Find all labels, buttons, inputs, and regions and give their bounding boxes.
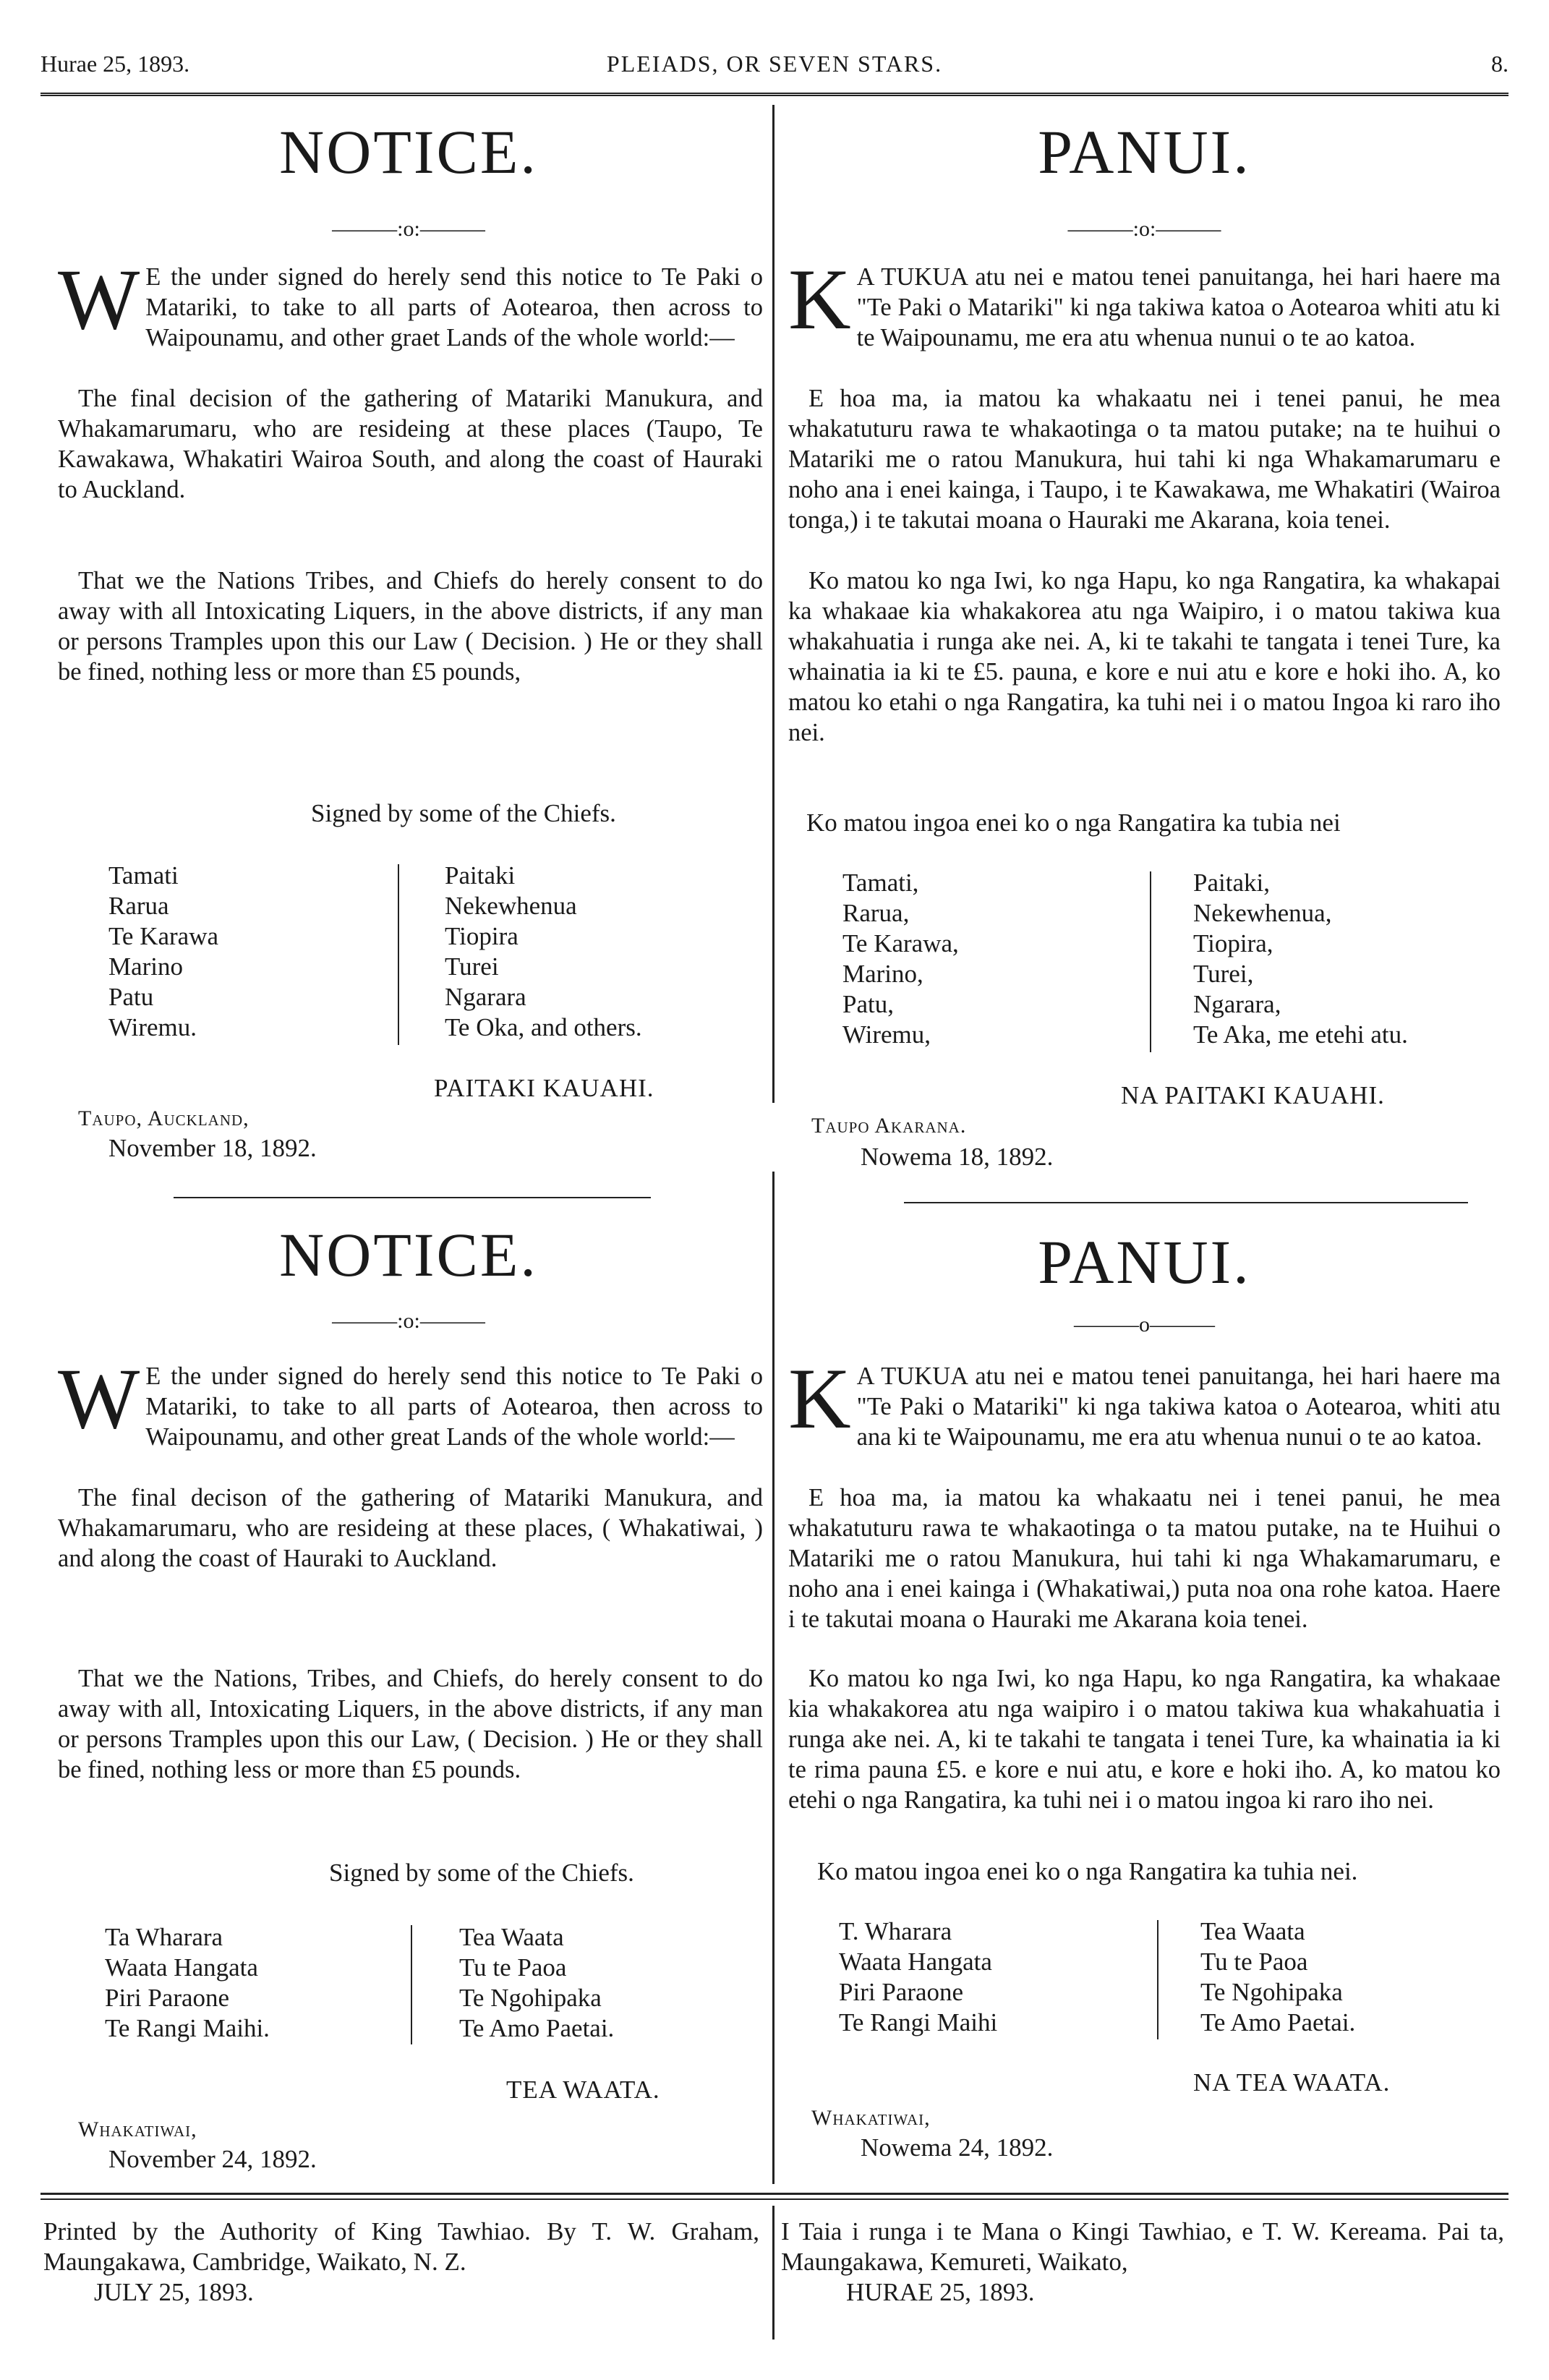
notice-date: November 18, 1892.	[108, 1134, 317, 1162]
names-divider	[411, 1925, 412, 2044]
chief-name: Marino,	[842, 960, 923, 988]
drop-cap: K	[788, 1350, 851, 1446]
printer-imprint-maori: I Taia i runga i te Mana o Kingi Tawhiao, e T. W. Kereama. Pai ta, Maungakawa, Kemureti, Waikato,	[781, 2217, 1504, 2276]
page-header	[40, 51, 1509, 87]
panui-date: Nowema 18, 1892.	[861, 1143, 1054, 1171]
signed-by-line: Ko matou ingoa enei ko o nga Rangatira ka tuhia nei.	[817, 1857, 1358, 1885]
chief-name: Waata Hangata	[105, 1953, 258, 1982]
chief-name: Waata Hangata	[839, 1948, 992, 1976]
chief-names-right	[445, 861, 642, 1043]
chief-name: Turei	[445, 952, 499, 981]
panui-title: PANUI.	[1038, 1227, 1251, 1297]
signed-by-line: Signed by some of the Chiefs.	[329, 1859, 634, 1887]
chief-name: Te Aka, me etehi atu.	[1193, 1020, 1408, 1049]
chief-name: Te Ngohipaka	[459, 1984, 602, 2012]
chief-names-right	[1200, 1916, 1355, 2038]
signed-by-line: Ko matou ingoa enei ko o nga Rangatira ka tubia nei	[806, 809, 1341, 837]
header-rule	[40, 93, 1509, 96]
notice-title: NOTICE.	[279, 1220, 538, 1289]
panui-paragraph-3: Ko matou ko nga Iwi, ko nga Hapu, ko nga Rangatira, ka whakapai ka whakaae kia whakakorea atu nga Waipiro, i o matou takiwa kua whakahuatia i runga ake nei. A, ki te takahi te tangata i tenei Ture, ka whainatia ia ki te £5. pauna, e kore e nui atu e kore e hoki iho. A, ko matou ko etahi o nga Rangatira, ka tuhi nei i o matou Ingoa ki raro iho nei.	[788, 567, 1501, 746]
names-divider	[1150, 871, 1151, 1052]
chief-name: Tiopira,	[1193, 929, 1273, 957]
chief-name: Te Karawa,	[842, 929, 959, 957]
chief-names-right	[1193, 868, 1408, 1050]
notice-paragraph-1: W E the under signed do herely send this notice to Te Paki o Matariki, to take to all parts of Aotearoa, then across to Waipounamu, and other graet Lands of the whole world:—	[58, 251, 763, 351]
panui-paragraph-2: E hoa ma, ia matou ka whakaatu nei i tenei panui, he mea whakatuturu rawa te whakaotinga o ta matou putake; na te huihui o Matariki me o ratou Manukura, hui tahi ki nga Whakamarumaru e noho ana i enei kainga, i Taupo, i te Kawakawa, me Whakatiri (Wairoa tonga,) i te takutai moana o Hauraki me Akarana, koia tenei.	[788, 385, 1501, 534]
chief-name: Tea Waata	[459, 1923, 564, 1951]
imprint-date-maori: HURAE 25, 1893.	[846, 2278, 1035, 2306]
chief-name: Paitaki	[445, 861, 516, 890]
chief-name: Tea Waata	[1200, 1917, 1305, 1945]
chief-name: Te Amo Paetai.	[1200, 2008, 1356, 2036]
chief-name: Tamati,	[842, 869, 919, 897]
chief-name: Ngarara,	[1193, 990, 1281, 1018]
chief-name: Te Rangi Maihi	[839, 2008, 998, 2036]
chief-name: Te Ngohipaka	[1200, 1978, 1343, 2006]
column-divider-footer	[772, 2206, 774, 2340]
notice-paragraph-2: The final decision of the gathering of Matariki Manukura, and Whakamarumaru, who are resideing at these places (Taupo, Te Kawakawa, Whakatiri Wairoa South, and along the coast of Hauraki to Auckland.	[58, 385, 763, 503]
chief-names-right	[459, 1922, 614, 2044]
signature: NA TEA WAATA.	[1193, 2068, 1391, 2097]
issue-date: Hurae 25, 1893.	[40, 51, 190, 77]
chief-name: Patu	[108, 983, 154, 1011]
notice-separator: ———:o:———	[332, 217, 485, 241]
chief-name: Tu te Paoa	[459, 1953, 567, 1982]
drop-cap: W	[58, 251, 140, 347]
chief-name: Rarua	[108, 892, 169, 920]
signed-by-line: Signed by some of the Chiefs.	[311, 799, 616, 827]
panui-separator: ———o———	[1074, 1313, 1215, 1336]
section-rule	[174, 1197, 651, 1198]
signature: PAITAKI KAUAHI.	[434, 1074, 654, 1102]
place-name: Taupo, Auckland,	[78, 1106, 249, 1130]
chief-name: Piri Paraone	[105, 1984, 230, 2012]
imprint-date: JULY 25, 1893.	[94, 2278, 254, 2306]
chief-name: Ta Wharara	[105, 1923, 223, 1951]
footer-rule	[40, 2193, 1509, 2195]
panui-paragraph-1: K A TUKUA atu nei e matou tenei panuitanga, hei hari haere ma "Te Paki o Matariki" ki nga takiwa katoa o Aotearoa whiti atu ki te Waipounamu, me era atu whenua nunui o te ao katoa.	[788, 251, 1501, 351]
chief-names-left	[842, 868, 959, 1050]
chief-name: Paitaki,	[1193, 869, 1270, 897]
chief-name: Ngarara	[445, 983, 526, 1011]
column-divider-bottom	[772, 1172, 774, 2184]
chief-name: Marino	[108, 952, 184, 981]
names-divider	[1157, 1920, 1158, 2039]
chief-name: Turei,	[1193, 960, 1254, 988]
chief-names-left	[105, 1922, 270, 2044]
panui-paragraph-3: Ko matou ko nga Iwi, ko nga Hapu, ko nga Rangatira, ka whakaae kia whakakorea atu nga waipiro i o matou takiwa kua whakahuatia i runga ake nei. A, ki te takahi te tangata i tenei Ture, ka whainatia ia ki te rima pauna £5. e kore e nui atu, e kore e hoki iho. A, ko matou ko etehi o nga Rangatira, ka tuhi nei i o matou ingoa ki raro iho nei.	[788, 1665, 1501, 1814]
chief-name: Tamati	[108, 861, 179, 890]
notice-paragraph-3: That we the Nations, Tribes, and Chiefs, do herely consent to do away with all, Intoxicating Liquers, in the above districts, if any man or persons Tramples upon this our Law, ( Decision. ) He or they shall be fined, nothing less or more than £5 pounds.	[58, 1665, 763, 1783]
chief-name: Te Oka, and others.	[445, 1013, 642, 1041]
panui-paragraph-1: K A TUKUA atu nei e matou tenei panuitanga, hei hari haere ma "Te Paki o Matariki" ki nga takiwa katoa o Aotearoa, whiti atu ana ki te Waipounamu, me era atu whenua nunui o te ao katoa.	[788, 1350, 1501, 1451]
column-divider-top	[772, 105, 774, 1103]
chief-name: Te Amo Paetai.	[459, 2014, 615, 2042]
signature: TEA WAATA.	[506, 2076, 660, 2104]
section-rule	[904, 1202, 1468, 1203]
signature: NA PAITAKI KAUAHI.	[1121, 1081, 1385, 1109]
notice-paragraph-2: The final decison of the gathering of Matariki Manukura, and Whakamarumaru, who are resideing at these places, ( Whakatiwai, ) and along the coast of Hauraki to Auckland.	[58, 1484, 763, 1572]
chief-name: Wiremu,	[842, 1020, 931, 1049]
names-divider	[398, 864, 399, 1045]
footer-rule-inner	[40, 2198, 1509, 2200]
panui-separator: ———:o:———	[1067, 217, 1221, 241]
printer-imprint: Printed by the Authority of King Tawhiao. By T. W. Graham, Maungakawa, Cambridge, Waikato, N. Z.	[43, 2217, 759, 2276]
place-name: Whakatiwai,	[811, 2106, 931, 2130]
notice-paragraph-1: W E the under signed do herely send this notice to Te Paki o Matariki, to take to all parts of Aotearoa, then across to Waipounamu, and other great Lands of the whole world:—	[58, 1350, 763, 1451]
chief-name: Te Karawa	[108, 922, 219, 950]
place-name: Whakatiwai,	[78, 2117, 197, 2141]
publication-title: PLEIADS, OR SEVEN STARS.	[606, 51, 943, 77]
chief-name: Wiremu.	[108, 1013, 197, 1041]
notice-separator: ———:o:———	[332, 1309, 485, 1333]
notice-title: NOTICE.	[279, 117, 538, 187]
chief-name: Nekewhenua	[445, 892, 577, 920]
panui-title: PANUI.	[1038, 117, 1251, 187]
notice-paragraph-3: That we the Nations Tribes, and Chiefs do herely consent to do away with all Intoxicating Liquers, in the above districts, if any man or persons Tramples upon this our Law ( Decision. ) He or they shall be fined, nothing less or more than £5 pounds,	[58, 567, 763, 686]
panui-paragraph-2: E hoa ma, ia matou ka whakaatu nei i tenei panui, he mea whakatuturu rawa te whakaotinga o ta matou putake, na te Huihui o Matariki me o ratou Manukura, hui tahi ki nga Whakamarumaru, e noho ana i enei kainga i (Whakatiwai,) puta noa ona rohe katoa. Haere i te takutai moana o Hauraki me Akarana koia tenei.	[788, 1484, 1501, 1633]
notice-date: November 24, 1892.	[108, 2145, 317, 2173]
chief-name: Te Rangi Maihi.	[105, 2014, 270, 2042]
panui-date: Nowema 24, 1892.	[861, 2133, 1054, 2162]
place-name: Taupo Akarana.	[811, 1114, 967, 1138]
chief-name: Rarua,	[842, 899, 910, 927]
drop-cap: K	[788, 251, 851, 347]
chief-name: Tu te Paoa	[1200, 1948, 1308, 1976]
chief-name: Piri Paraone	[839, 1978, 964, 2006]
chief-names-left	[839, 1916, 997, 2038]
page-number: 8.	[1491, 51, 1509, 77]
chief-names-left	[108, 861, 218, 1043]
chief-name: Patu,	[842, 990, 894, 1018]
chief-name: Nekewhenua,	[1193, 899, 1332, 927]
chief-name: Tiopira	[445, 922, 519, 950]
chief-name: T. Wharara	[839, 1917, 952, 1945]
drop-cap: W	[58, 1350, 140, 1446]
